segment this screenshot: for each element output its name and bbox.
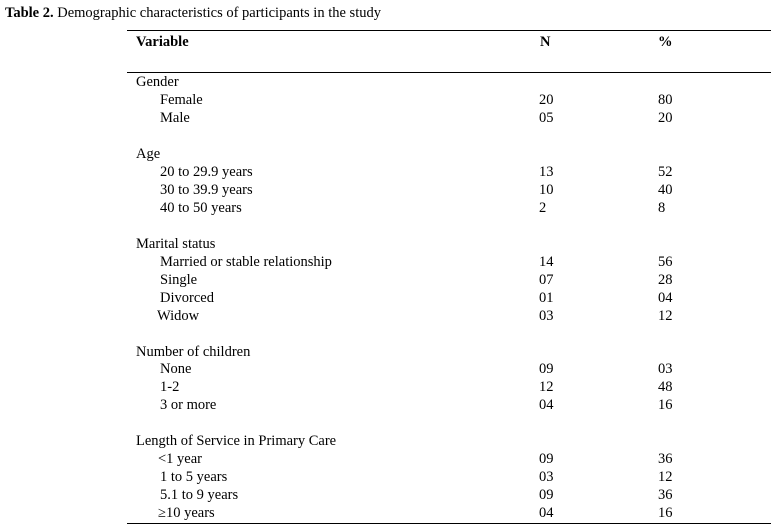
row-percent: 8	[658, 200, 666, 216]
row-percent: 80	[658, 92, 673, 108]
row-label: 20 to 29.9 years	[160, 164, 253, 180]
row-label: Widow	[157, 308, 200, 324]
table-row	[0, 378, 776, 396]
row-label: Single	[160, 272, 198, 288]
group-heading: Marital status	[136, 236, 216, 252]
table-row	[0, 396, 776, 414]
row-n: 03	[539, 308, 554, 324]
group-heading: Number of children	[136, 344, 251, 360]
row-n: 09	[539, 451, 554, 467]
row-percent: 28	[658, 272, 673, 288]
table-row	[0, 181, 776, 199]
row-n: 03	[539, 469, 554, 485]
table-row	[0, 468, 776, 486]
row-label: Male	[160, 110, 190, 126]
row-percent: 16	[658, 397, 673, 413]
table-row	[0, 163, 776, 181]
bottom-rule	[127, 523, 771, 524]
table-row	[0, 450, 776, 468]
row-n: 12	[539, 379, 554, 395]
row-label: None	[160, 361, 192, 377]
table-caption-label: Table 2.	[5, 5, 54, 21]
row-n: 09	[539, 487, 554, 503]
row-n: 07	[539, 272, 554, 288]
row-percent: 12	[658, 469, 673, 485]
group-heading: Age	[136, 146, 161, 162]
row-percent: 52	[658, 164, 673, 180]
row-label: 40 to 50 years	[160, 200, 242, 216]
row-label: 1-2	[160, 379, 180, 395]
row-n: 01	[539, 290, 554, 306]
group-heading-row	[0, 235, 776, 253]
group-heading: Gender	[136, 74, 179, 90]
table-row	[0, 307, 776, 325]
row-n: 04	[539, 505, 554, 521]
row-n: 20	[539, 92, 554, 108]
row-percent: 04	[658, 290, 673, 306]
table-caption-text: Demographic characteristics of participants in the study	[57, 5, 381, 21]
table-row	[0, 504, 776, 522]
row-label: 30 to 39.9 years	[160, 182, 253, 198]
table-caption	[5, 4, 381, 22]
header-n: N	[540, 34, 551, 50]
top-rule	[127, 30, 771, 31]
table-row	[0, 91, 776, 109]
row-percent: 36	[658, 487, 673, 503]
row-n: 05	[539, 110, 554, 126]
group-heading-row	[0, 145, 776, 163]
table-row	[0, 271, 776, 289]
group-heading: Length of Service in Primary Care	[136, 433, 337, 449]
row-label: Divorced	[160, 290, 214, 306]
group-heading-row	[0, 432, 776, 450]
row-label: 3 or more	[160, 397, 217, 413]
row-n: 13	[539, 164, 554, 180]
row-percent: 16	[658, 505, 673, 521]
table-row	[0, 199, 776, 217]
table-row	[0, 486, 776, 504]
header-percent: %	[658, 34, 673, 50]
row-percent: 03	[658, 361, 673, 377]
row-percent: 12	[658, 308, 673, 324]
table-row	[0, 253, 776, 271]
row-label: ≥10 years	[158, 505, 215, 521]
table-row	[0, 109, 776, 127]
row-percent: 56	[658, 254, 673, 270]
header-variable: Variable	[136, 34, 189, 50]
row-label: Female	[160, 92, 203, 108]
row-label: 1 to 5 years	[160, 469, 228, 485]
row-n: 10	[539, 182, 554, 198]
row-percent: 20	[658, 110, 673, 126]
table-row	[0, 360, 776, 378]
row-n: 14	[539, 254, 554, 270]
row-n: 2	[539, 200, 547, 216]
row-label: <1 year	[158, 451, 203, 467]
group-heading-row	[0, 73, 776, 91]
group-heading-row	[0, 343, 776, 361]
table-row	[0, 289, 776, 307]
row-label: 5.1 to 9 years	[160, 487, 239, 503]
row-percent: 48	[658, 379, 673, 395]
row-label: Married or stable relationship	[160, 254, 332, 270]
row-n: 04	[539, 397, 554, 413]
row-percent: 40	[658, 182, 673, 198]
row-n: 09	[539, 361, 554, 377]
row-percent: 36	[658, 451, 673, 467]
